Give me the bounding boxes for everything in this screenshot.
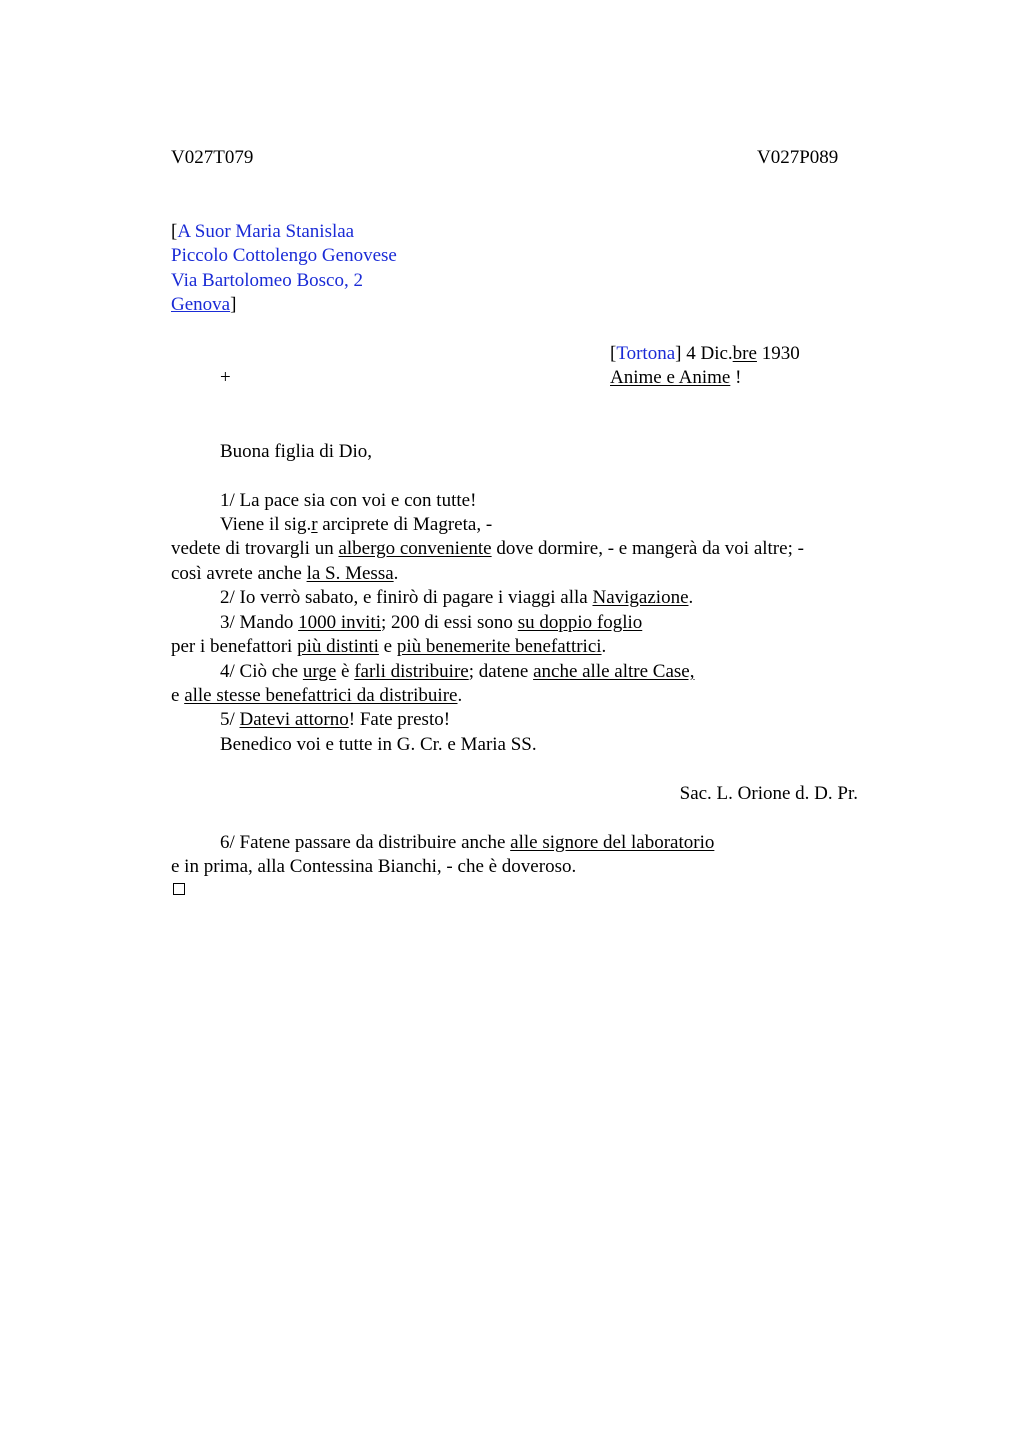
body-line-8: 4/ Ciò che urge è farli distribuire; datene anche alle altre Case, (220, 661, 695, 682)
address-line-2: Piccolo Cottolengo Genovese (171, 245, 397, 266)
address-line-1: [A Suor Maria Stanislaa (171, 221, 355, 242)
motto: Anime e Anime ! (610, 367, 742, 388)
body-line-4: così avrete anche la S. Messa. (171, 563, 399, 584)
body-line-5: 2/ Io verrò sabato, e finirò di pagare i viaggi alla Navigazione. (220, 587, 694, 608)
body-line-6: 3/ Mando 1000 inviti; 200 di essi sono su doppio foglio (220, 612, 643, 633)
postscript-line-2: e in prima, alla Contessina Bianchi, - che è doveroso. (171, 856, 577, 877)
square-outline-icon (173, 883, 185, 895)
body-line-2: Viene il sig.r arciprete di Magreta, - (220, 514, 493, 535)
body-line-9: e alle stesse benefattrici da distribuire. (171, 685, 463, 706)
signature: Sac. L. Orione d. D. Pr. (679, 783, 858, 804)
cross-mark: + (220, 367, 231, 388)
document-code-left: V027T079 (171, 147, 254, 168)
postscript-line-1: 6/ Fatene passare da distribuire anche alle signore del laboratorio (220, 832, 715, 853)
dateline-place: Tortona (616, 343, 676, 364)
body-line-7: per i benefattori più distinti e più benemerite benefattrici. (171, 636, 607, 657)
body-line-1: 1/ La pace sia con voi e con tutte! (220, 490, 477, 511)
body-line-10: 5/ Datevi attorno! Fate presto! (220, 709, 451, 730)
address-line-4: Genova] (171, 294, 237, 315)
address-line-3: Via Bartolomeo Bosco, 2 (171, 270, 363, 291)
body-line-11: Benedico voi e tutte in G. Cr. e Maria SS. (220, 734, 537, 755)
document-code-right: V027P089 (757, 147, 839, 168)
dateline: [Tortona] 4 Dic.bre 1930 (610, 343, 800, 364)
body-line-3: vedete di trovargli un albergo conveniente dove dormire, - e mangerà da voi altre; - (171, 538, 804, 559)
salutation: Buona figlia di Dio, (220, 441, 372, 462)
